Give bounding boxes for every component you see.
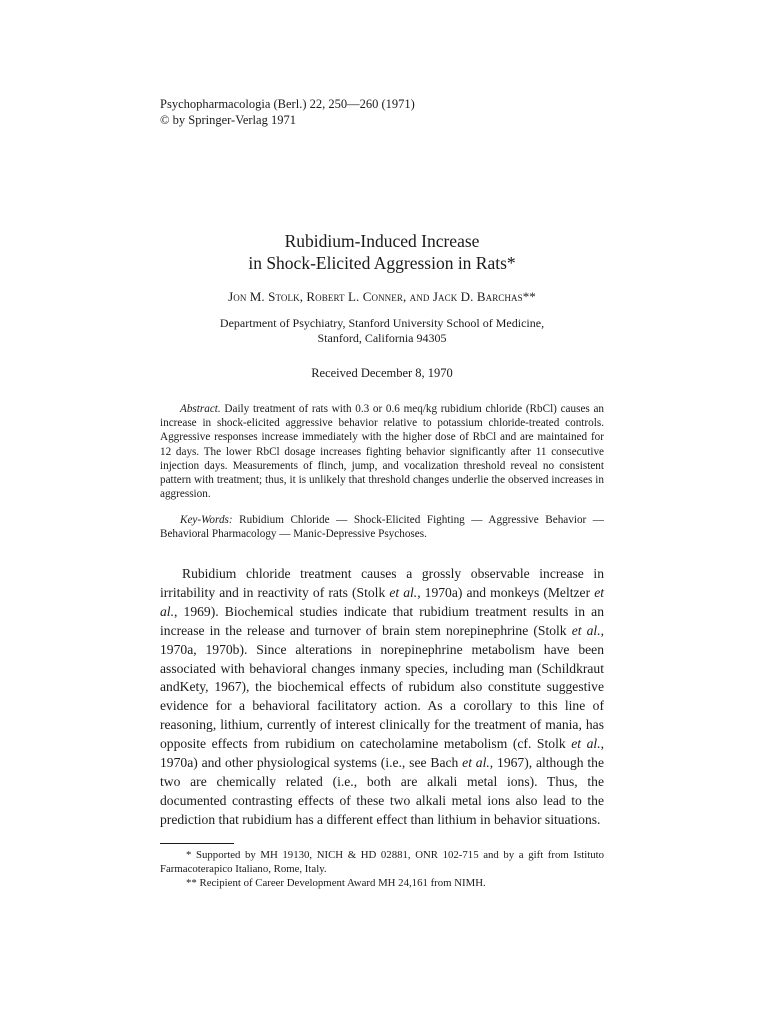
journal-citation: Psychopharmacologia (Berl.) 22, 250—260 (1971) [160, 97, 415, 111]
keywords [160, 513, 604, 541]
body-text-a: Rubidium chloride treatment causes a grossly observable increase in irritability and in reactivity of rats (Stolk [160, 566, 604, 600]
affiliation-line-2: Stanford, California 94305 [317, 331, 447, 345]
keywords-text: Rubidium Chloride — Shock-Elicited Fighting — Aggressive Behavior — Behavioral Pharmacology — Manic-Depressive Psychoses. [160, 513, 604, 540]
body-text-b: , 1970a) and monkeys (Meltzer [417, 584, 595, 600]
body-text-c: , 1969). Biochemical studies indicate that rubidium treatment results in an increase in the release and turnover of brain stem norepinephrine (Stolk [160, 603, 604, 638]
paper-title-line-2: in Shock-Elicited Aggression in Rats* [248, 253, 516, 273]
received-date: Received December 8, 1970 [311, 366, 453, 380]
body-paragraph [160, 565, 604, 830]
footnote-divider [160, 843, 234, 844]
abstract-label: Abstract. [180, 403, 221, 415]
body-text-f: , 1967), although the two are chemically related (i.e., both are alkali metal ions). Thus, the documented contrasting effects of these two alkali metal ions also lead to the prediction that rubidium has a different effect than lithium in behavior situations. [160, 755, 604, 827]
paper-page [160, 96, 604, 890]
affiliation-line-1: Department of Psychiatry, Stanford University School of Medicine, [219, 316, 545, 330]
abstract [160, 402, 604, 501]
et-al-2: et al. [160, 584, 604, 619]
body-text-e: , 1970a) and other physiological systems (i.e., see Bach [160, 736, 605, 771]
et-al-3: et al. [571, 622, 601, 638]
et-al-4: et al. [571, 736, 601, 752]
keywords-label: Key-Words: [180, 513, 233, 526]
footnote-1: * Supported by MH 19130, NICH & HD 02881, ONR 102-715 and by a gift from Istituto Farmacoterapico Italiano, Rome, Italy. [160, 849, 604, 876]
body-text-d: , 1970a, 1970b). Since alterations in norepinephrine metabolism have been associated with behavioral changes inmany species, including man (Schildkraut andKety, 1967), the biochemical effects of rubidum also constitute suggestive evidence for a behavioral facilitatory action. As a corollary to this line of reasoning, lithium, currently of interest clinically for the treatment of mania, has opposite effects from rubidium on catecholamine metabolism (cf. Stolk [160, 622, 604, 752]
title-block [160, 230, 604, 274]
et-al-1: et al. [389, 584, 418, 600]
paper-title-line-1: Rubidium-Induced Increase [284, 231, 480, 251]
abstract-text: Daily treatment of rats with 0.3 or 0.6 meq/kg rubidium chloride (RbCl) causes an increase in shock-elicited aggressive behavior relative to potassium chloride-treated controls. Aggressive responses increase immediately with the higher dose of RbCl and are maintained for 12 days. The lower RbCl dosage increases fighting behavior significantly after 11 consecutive injection days. Measurements of flinch, jump, and vocalization threshold reveal no consistent pattern with treatment; thus, it is unlikely that threshold changes underlie the observed increases in aggression. [160, 403, 605, 501]
copyright-notice: © by Springer-Verlag 1971 [160, 113, 296, 127]
affiliation [160, 316, 604, 346]
et-al-5: et al. [462, 755, 490, 771]
author-list: Jon M. Stolk, Robert L. Conner, and Jack D. Barchas** [228, 289, 536, 304]
footnote-2: ** Recipient of Career Development Award MH 24,161 from NIMH. [186, 877, 486, 890]
